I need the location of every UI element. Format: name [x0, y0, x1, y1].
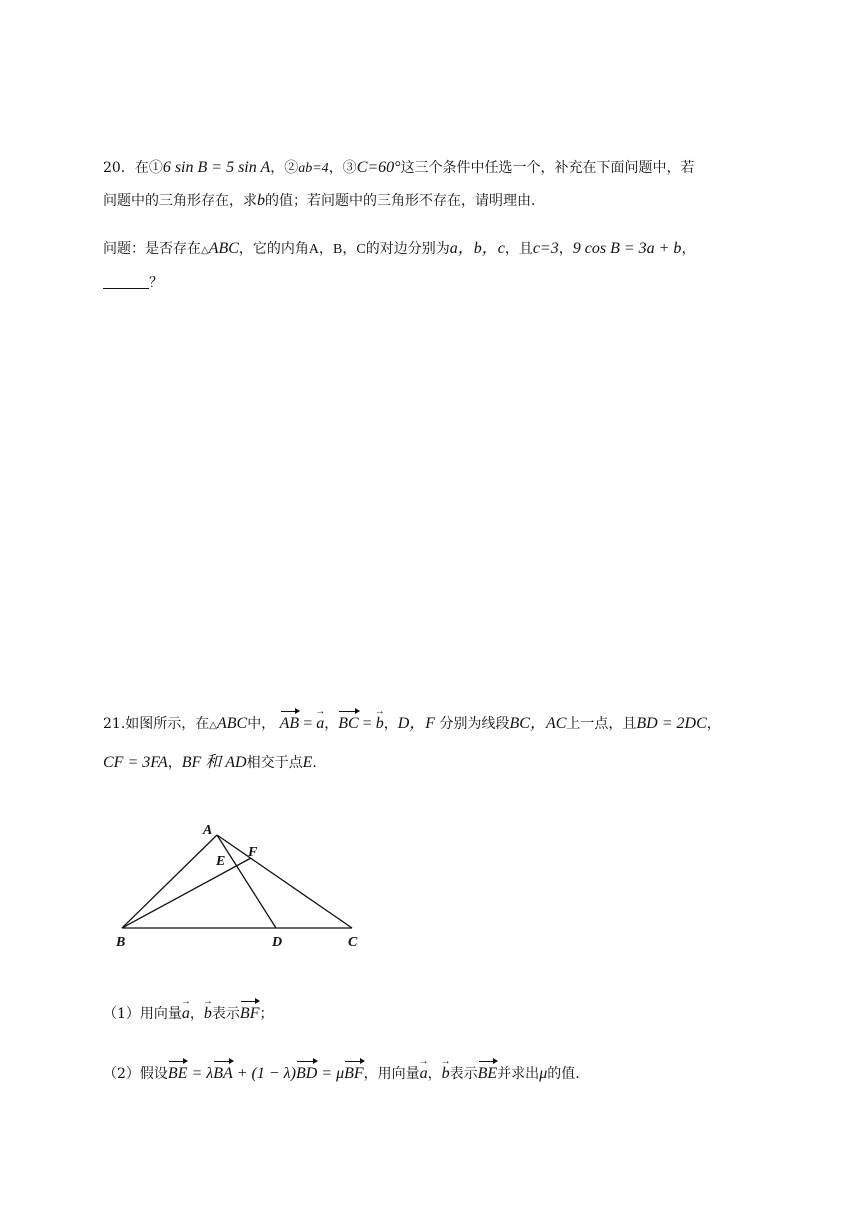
q20-text: ，它的内角 [238, 241, 309, 257]
label-f: F [248, 845, 258, 860]
q20-text: 在① [134, 160, 163, 176]
equation-part: + (1 − λ) [232, 1065, 296, 1082]
vector-label: BD [295, 1065, 318, 1082]
vector-label: a [316, 715, 325, 732]
sides: a，b，c [449, 240, 505, 257]
c-equals: c=3 [532, 240, 559, 257]
triangle-figure [110, 815, 380, 955]
q20-text: ，② [270, 160, 299, 176]
point-e: E [302, 754, 313, 771]
part1-text: ； [259, 1006, 274, 1022]
equation-part: = μ [317, 1065, 345, 1082]
segment-bf [122, 858, 251, 928]
q20-text: ，且 [504, 241, 533, 257]
vector-ba [213, 1063, 233, 1085]
part1-text: 表示 [211, 1006, 240, 1022]
bd-equation: BD = 2DC [636, 715, 707, 732]
vector-label: BC [338, 715, 359, 732]
part2-text: 的值. [547, 1066, 580, 1082]
part2-text: 并求出 [497, 1066, 540, 1082]
q20-number: 20． [103, 160, 135, 176]
q20-line-3 [103, 238, 695, 262]
q21-text: 上一点，且 [566, 716, 637, 732]
answer-blank [103, 274, 149, 289]
vector-label: a [419, 1065, 428, 1082]
vector-b: → b [202, 996, 213, 1022]
q20-line-1 [103, 157, 695, 180]
q20-text: 这三个条件中任选一个，补充在下面问题中，若 [400, 160, 695, 176]
label-d: D [272, 935, 283, 950]
segment-ac [217, 835, 352, 928]
part2-text: （2）假设 [103, 1066, 168, 1082]
vector-be [168, 1063, 188, 1085]
label-e: E [216, 854, 226, 869]
q21-part-2 [103, 1056, 580, 1085]
vector-b: → b [440, 1056, 451, 1082]
var-b: b [257, 192, 265, 209]
vector-bc [338, 713, 358, 735]
vector-bd [296, 1063, 317, 1085]
equation-part: = λ [187, 1065, 214, 1082]
q21-text: 分别为线段 [439, 716, 510, 732]
vector-label: AB [279, 715, 300, 732]
vector-label: b [203, 1005, 212, 1022]
condition-2: ab=4 [298, 161, 329, 176]
label-a: A [203, 823, 213, 838]
part1-text: （1）用向量 [103, 1006, 182, 1022]
cos-equation: 9 cos B = 3a + b [572, 240, 682, 257]
vector-label: BF [239, 1005, 260, 1022]
label-c: C [348, 935, 358, 950]
vector-label: a [181, 1005, 190, 1022]
vector-bf [240, 1003, 260, 1025]
vector-a: → a [418, 1056, 429, 1082]
angles: A，B，C [308, 242, 366, 257]
segment-ad [217, 835, 276, 928]
q20-text: 的对边分别为 [365, 241, 450, 257]
part1-text: ， [189, 1006, 204, 1022]
q20-text: ，③ [328, 160, 357, 176]
part2-text: 表示 [449, 1066, 478, 1082]
q20-text: ， [558, 241, 573, 257]
q21-text: 如图所示，在 [125, 716, 210, 732]
vector-b: → b [374, 706, 385, 732]
condition-1: 6 sin B = 5 sin A [162, 159, 271, 176]
triangle-abc: ABC [208, 240, 239, 257]
q21-text: 相交于点 [246, 755, 303, 771]
q20-line-2 [103, 190, 535, 212]
q20-text: 的值；若问题中的三角形不存在，请明理由. [265, 193, 536, 209]
vector-label: BE [477, 1065, 498, 1082]
mu-symbol: μ [539, 1065, 548, 1082]
q21-line-1: 21.如图所示，在△ABC中， AB = → a， BC = → b，D，F 分别为线段BC，AC上一点，且BD = 2DC， [103, 713, 721, 737]
vector-ab [280, 713, 300, 735]
triangle-symbol: △ [201, 245, 209, 256]
vector-label: BF [344, 1065, 364, 1082]
triangle-abc: ABC [216, 715, 248, 732]
q20-text: ， [681, 241, 696, 257]
vector-label: BA [213, 1065, 233, 1082]
vector-bf [344, 1063, 364, 1085]
vector-a: → a [180, 996, 191, 1022]
triangle-symbol: △ [209, 720, 217, 731]
segment-ab [122, 835, 217, 928]
vector-a: → a [315, 706, 326, 732]
vector-label: b [375, 715, 384, 732]
q21-text: 中， [247, 716, 276, 732]
vector-be [478, 1063, 498, 1085]
q21-line-2: CF = 3FA，BF 和 AD相交于点E. [103, 754, 317, 771]
vector-label: b [441, 1065, 450, 1082]
condition-3: C=60° [356, 159, 401, 176]
q21-number: 21. [103, 716, 126, 732]
q21-part-1 [103, 996, 274, 1025]
q20-line-4 [103, 272, 163, 294]
points-df: D，F [397, 715, 436, 732]
cf-equation: CF = 3FA [103, 754, 168, 771]
label-b: B [116, 935, 126, 950]
q20-text: ？ [149, 275, 163, 291]
part2-text: ，用向量 [363, 1066, 420, 1082]
vector-label: BE [167, 1065, 188, 1082]
part2-text: ， [427, 1066, 442, 1082]
bf-ad: BF 和 AD [181, 754, 247, 771]
segments: BC，AC [509, 715, 567, 732]
q20-text: 问题：是否存在 [103, 241, 201, 257]
q20-text: 问题中的三角形存在，求 [103, 193, 257, 209]
